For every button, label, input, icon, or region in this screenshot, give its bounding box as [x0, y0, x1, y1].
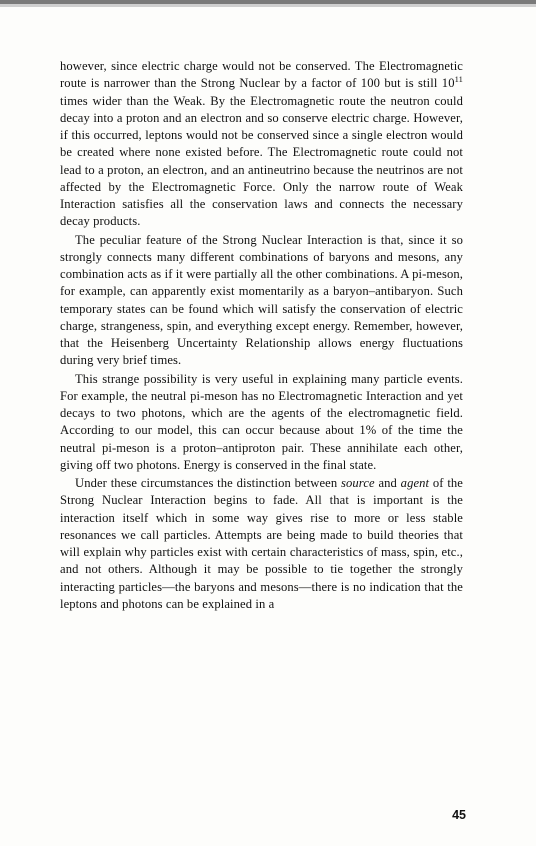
- paragraph-4: [60, 475, 463, 613]
- italic-term: agent: [400, 476, 430, 490]
- superscript-exponent: 11: [454, 74, 463, 85]
- text-run: and: [374, 476, 401, 490]
- text-run: The peculiar feature of the Strong Nuclear Interaction is that, since it so strongly connects many different combinations of baryons and mesons, any combination acts as if it were partially all the other combinations. A pi-meson, for example, can apparently exist momentarily as a baryon–antibaryon. Such temporary states can be found which will satisfy the conservation of electric charge, strangeness, spin, and everything except energy. Remember, however, that the Heisenberg Uncertainty Relationship allows energy fluctuations during very brief times.: [60, 232, 463, 368]
- page-number: 45: [452, 808, 466, 822]
- text-run: Under these circumstances the distinction between: [75, 476, 341, 490]
- text-run: times wider than the Weak. By the Electromagnetic route the neutron could decay into a proton and an electron and so conserve electric charge. However, if this occurred, leptons would not be conserved since a single electron would be created where none existed before. The Electromagnetic route could not lead to a proton, an electron, and an antineutrino because the neutrinos are not affected by the Electromagnetic Force. Only the narrow route of Weak Interaction satisfies all the conservation laws and connects the necessary decay products.: [60, 93, 463, 229]
- paragraph-2: [60, 232, 463, 370]
- paragraph-3: [60, 371, 463, 475]
- paragraph-1: [60, 58, 463, 231]
- page-top-edge-shadow: [0, 4, 536, 7]
- text-run: This strange possibility is very useful in explaining many particle events. For example, the neutral pi-meson has no Electromagnetic Interaction and yet decays to two photons, which are the agents of the electromagnetic field. According to our model, this can occur because about 1% of the time the neutral pi-meson is a proton–antiproton pair. These annihilate each other, giving off two photons. Energy is conserved in the final state.: [60, 371, 463, 472]
- body-text: [60, 58, 463, 613]
- italic-term: source: [341, 476, 375, 490]
- text-run: however, since electric charge would not be conserved. The Electromagnetic route is narrower than the Strong Nuclear by a factor of 100 but is still 10: [60, 59, 463, 91]
- text-run: of the Strong Nuclear Interaction begins to fade. All that is important is the interaction itself which in some way gives rise to more or less stable resonances we call particles. Attempts are being made to build theories that will explain why particles exist with certain characteristics of mass, spin, etc., and not others. Although it may be possible to tie together the strongly interacting particles—the baryons and mesons—there is no indication that the leptons and photons can be explained in a: [60, 476, 463, 611]
